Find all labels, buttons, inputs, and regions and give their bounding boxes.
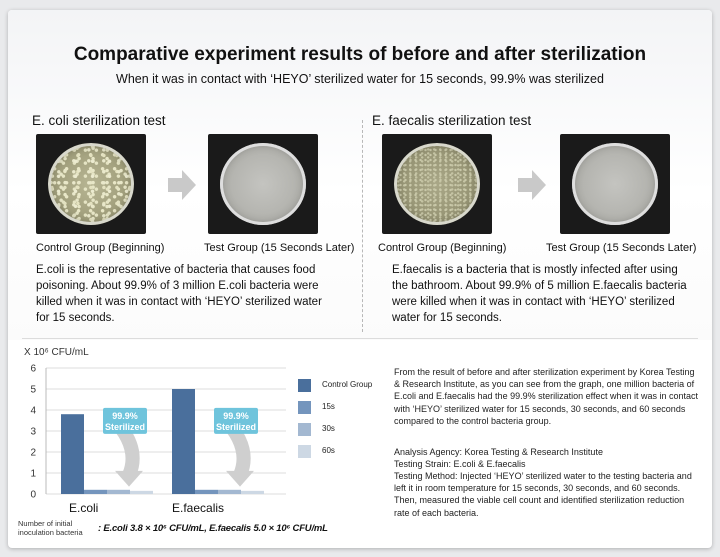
legend-label: Control Group xyxy=(322,380,373,389)
efaecalis-control-photo xyxy=(382,134,492,234)
legend-swatch xyxy=(298,401,311,414)
legend-swatch xyxy=(298,423,311,436)
bar xyxy=(172,389,195,494)
badge-percent: 99.9% xyxy=(223,410,249,421)
bar xyxy=(241,491,264,494)
y-tick-label: 0 xyxy=(30,489,36,501)
legend-item-30s xyxy=(298,423,388,437)
bar xyxy=(107,490,130,494)
bar xyxy=(195,490,218,494)
arrow-head-icon xyxy=(115,471,143,487)
petri-dish xyxy=(572,143,658,225)
bar xyxy=(84,490,107,494)
testing-method: Testing Method: Injected ‘HEYO’ sterilized water to the testing bacteria and left it in room temperature for 15 seconds, 30 seconds, and 60 seconds. Then, measured the viable cell count and identified sterilization reduction rate of each bacteria. xyxy=(394,471,692,518)
legend-item-control xyxy=(298,379,388,393)
x-tick-label: E.coli xyxy=(69,501,99,515)
page-title: Comparative experiment results of before and after sterilization xyxy=(73,44,647,65)
y-tick-label: 6 xyxy=(30,363,36,375)
ecoli-description: E.coli is the representative of bacteria that causes food poisoning. About 99.9% of 3 million E.coli bacteria were killed when it was in contact with ‘HEYO’ sterilized water for 15 seconds. xyxy=(36,264,322,324)
ecoli-test-photo xyxy=(208,134,318,234)
ecoli-control-photo xyxy=(36,134,146,234)
summary-paragraph: From the result of before and after sterilization experiment by Korea Testing & Research Institute, as you can see from the graph, one million bacteria of E.coli and E.faecalis had the 99.9% sterilization effect when it was in contact with ‘HEYO’ sterilized water for 15 seconds, 30 seconds, and 60 seconds compared to the control bacteria group. xyxy=(394,367,699,426)
ecoli-test-title: E. coli sterilization test xyxy=(32,113,166,128)
efaecalis-control-caption: Control Group (Beginning) xyxy=(378,242,507,254)
legend-label: 60s xyxy=(322,446,335,455)
section-divider xyxy=(362,120,363,332)
efaecalis-description: E.faecalis is a bacteria that is mostly infected after using the bathroom. About 99.9% of 5 million E.faecalis bacteria were killed when it was in contact with ‘HEYO’ sterilized water for 15 seconds. xyxy=(392,264,687,324)
ecoli-control-caption: Control Group (Beginning) xyxy=(36,242,165,254)
page-subtitle: When it was in contact with ‘HEYO’ sterilized water for 15 seconds, 99.9% was sterilized xyxy=(116,72,604,86)
bar xyxy=(130,491,153,494)
efaecalis-test-photo xyxy=(560,134,670,234)
petri-dish xyxy=(48,143,134,225)
legend-item-15s xyxy=(298,401,388,415)
y-tick-label: 5 xyxy=(30,384,36,396)
initial-inoculation-values: : E.coli 3.8 × 10⁶ CFU/mL, E.faecalis 5.0 × 10⁶ CFU/mL xyxy=(98,523,328,534)
infographic-card xyxy=(8,10,712,548)
legend-swatch xyxy=(298,445,311,458)
efaecalis-test-caption: Test Group (15 Seconds Later) xyxy=(546,242,697,254)
efaecalis-test-title: E. faecalis sterilization test xyxy=(372,113,532,128)
ecoli-test-caption: Test Group (15 Seconds Later) xyxy=(204,242,355,254)
badge-label: Sterilized xyxy=(215,421,257,432)
bar xyxy=(61,414,84,494)
petri-dish xyxy=(220,143,306,225)
petri-dish xyxy=(394,143,480,225)
bacteria-bar-chart xyxy=(8,340,298,520)
legend-label: 15s xyxy=(322,402,335,411)
legend-swatch xyxy=(298,379,311,392)
horizontal-divider xyxy=(22,338,698,339)
legend-label: 30s xyxy=(322,424,335,433)
badge-label: Sterilized xyxy=(104,421,146,432)
y-tick-label: 3 xyxy=(30,426,36,438)
initial-inoculation-label: Number of initial inoculation bacteria xyxy=(18,519,83,537)
chart-unit-label: X 10⁶ CFU/mL xyxy=(24,347,89,358)
y-tick-label: 2 xyxy=(30,447,36,459)
analysis-agency: Analysis Agency: Korea Testing & Research Institute xyxy=(394,447,603,457)
y-tick-label: 4 xyxy=(30,405,36,417)
testing-strain: Testing Strain: E.coli & E.faecalis xyxy=(394,459,526,469)
arrow-right-icon xyxy=(518,170,546,200)
badge-percent: 99.9% xyxy=(112,410,138,421)
x-tick-label: E.faecalis xyxy=(172,501,225,515)
arrow-head-icon xyxy=(226,471,254,487)
bar xyxy=(218,490,241,494)
arrow-right-icon xyxy=(168,170,196,200)
legend-item-60s xyxy=(298,445,388,459)
y-tick-label: 1 xyxy=(30,468,36,480)
